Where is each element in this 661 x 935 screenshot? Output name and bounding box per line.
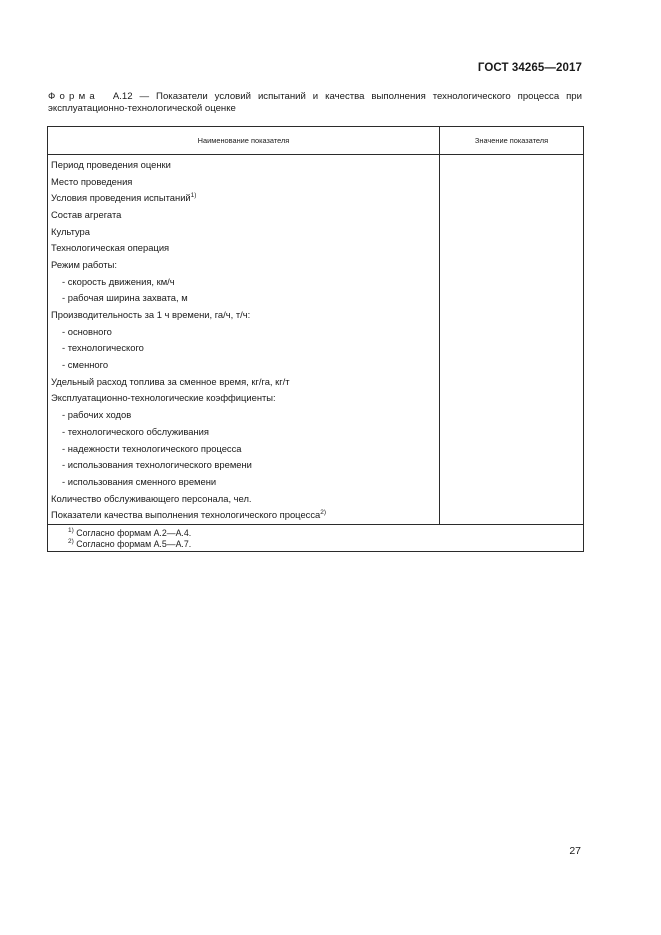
- indicator-value-cell: [440, 239, 584, 256]
- indicator-name: [48, 390, 440, 407]
- indicator-label: - основного: [62, 325, 112, 337]
- table-row: [48, 290, 584, 307]
- indicators-table: [47, 126, 584, 552]
- table-row: [48, 406, 584, 423]
- indicator-label: - использования сменного времени: [62, 475, 217, 487]
- indicator-label: Состав агрегата: [51, 208, 122, 220]
- indicator-label: Количество обслуживающего персонала, чел.: [51, 492, 252, 504]
- indicator-label: Производительность за 1 ч времени, га/ч, т/ч:: [51, 309, 251, 321]
- table-row: [48, 473, 584, 490]
- indicator-name: [48, 456, 440, 473]
- footnote-2-text: Согласно формам А.5—А.7.: [76, 538, 192, 549]
- table-row: [48, 356, 584, 373]
- indicator-value-cell: [440, 206, 584, 223]
- table-row: [48, 456, 584, 473]
- indicator-name: [48, 490, 440, 507]
- indicator-label: Удельный расход топлива за сменное время, кг/га, кг/т: [51, 375, 290, 387]
- table-row: [48, 323, 584, 340]
- indicator-value-cell: [440, 490, 584, 507]
- indicator-value-cell: [440, 256, 584, 273]
- indicator-value-cell: [440, 406, 584, 423]
- footnote-2-mark: 2): [68, 537, 74, 545]
- indicator-name: [48, 239, 440, 256]
- indicator-value-cell: [440, 423, 584, 440]
- indicator-value-cell: [440, 323, 584, 340]
- table-body: [48, 155, 584, 525]
- table-row: [48, 390, 584, 407]
- table-row: [48, 239, 584, 256]
- standard-code: ГОСТ 34265—2017: [477, 62, 582, 74]
- indicator-label: - использования технологического времени: [62, 459, 252, 471]
- indicator-name: [48, 189, 440, 206]
- table-row: [48, 306, 584, 323]
- indicator-label: Эксплуатационно-технологические коэффициенты:: [51, 392, 276, 404]
- table-row: [48, 189, 584, 206]
- table-header-row: [48, 127, 584, 155]
- indicator-label: Технологическая операция: [51, 242, 170, 254]
- indicator-name: [48, 173, 440, 190]
- indicator-value-cell: [440, 173, 584, 190]
- indicator-label: - рабочих ходов: [62, 409, 132, 421]
- footnote-1-text: Согласно формам А.2—А.4.: [76, 528, 192, 539]
- column-header-name: Наименование показателя: [48, 127, 440, 155]
- footnote-1-mark: 1): [68, 527, 74, 535]
- indicator-name: [48, 323, 440, 340]
- table-row: [48, 173, 584, 190]
- table-row: [48, 440, 584, 457]
- indicator-label: Место проведения: [51, 175, 133, 187]
- indicator-name: [48, 273, 440, 290]
- indicator-name: [48, 290, 440, 307]
- indicator-value-cell: [440, 456, 584, 473]
- indicator-value-cell: [440, 440, 584, 457]
- indicator-name: [48, 373, 440, 390]
- indicator-name: [48, 440, 440, 457]
- table-row: [48, 506, 584, 524]
- indicator-label: - скорость движения, км/ч: [62, 275, 175, 287]
- footnote-ref: 2): [320, 509, 327, 517]
- indicator-name: [48, 356, 440, 373]
- indicator-value-cell: [440, 506, 584, 524]
- form-title: — Показатели условий испытаний и качества выполнения технологического процесса при эксплуатационно-технологической оценке: [48, 91, 582, 114]
- indicator-name: [48, 340, 440, 357]
- indicator-value-cell: [440, 223, 584, 240]
- indicator-name: [48, 506, 440, 524]
- form-caption: [48, 91, 582, 115]
- table-row: [48, 423, 584, 440]
- footnote-2: [68, 539, 583, 550]
- indicator-label: Показатели качества выполнения технологического процесса: [51, 509, 321, 521]
- footnote-ref: 1): [190, 192, 197, 200]
- footnote-1: [68, 528, 583, 539]
- indicator-value-cell: [440, 155, 584, 173]
- indicator-name: [48, 473, 440, 490]
- indicator-value-cell: [440, 290, 584, 307]
- table-row: [48, 373, 584, 390]
- column-header-value: Значение показателя: [440, 127, 584, 155]
- indicator-name: [48, 256, 440, 273]
- page-number: 27: [569, 845, 581, 857]
- indicator-name: [48, 406, 440, 423]
- footnotes: [48, 525, 584, 552]
- indicator-label: Условия проведения испытаний: [51, 192, 191, 204]
- table-row: [48, 490, 584, 507]
- table-row: [48, 256, 584, 273]
- footnotes-row: [48, 525, 584, 552]
- table-row: [48, 155, 584, 173]
- indicator-value-cell: [440, 273, 584, 290]
- indicator-label: - рабочая ширина захвата, м: [62, 292, 188, 304]
- table-row: [48, 223, 584, 240]
- indicator-value-cell: [440, 356, 584, 373]
- form-number: А.12: [112, 91, 133, 102]
- indicator-label: - сменного: [62, 359, 109, 371]
- indicator-name: [48, 206, 440, 223]
- indicator-name: [48, 306, 440, 323]
- indicator-label: Культура: [51, 225, 90, 237]
- indicator-value-cell: [440, 189, 584, 206]
- indicator-value-cell: [440, 390, 584, 407]
- table-row: [48, 340, 584, 357]
- indicator-value-cell: [440, 306, 584, 323]
- indicator-label: Период проведения оценки: [51, 158, 171, 170]
- form-word: Форма: [48, 91, 99, 102]
- indicator-name: [48, 155, 440, 173]
- indicator-label: - технологического обслуживания: [62, 425, 209, 437]
- indicator-label: - технологического: [62, 342, 144, 354]
- indicator-value-cell: [440, 340, 584, 357]
- indicator-value-cell: [440, 473, 584, 490]
- indicator-label: Режим работы:: [51, 258, 117, 270]
- table-row: [48, 206, 584, 223]
- indicator-value-cell: [440, 373, 584, 390]
- indicator-label: - надежности технологического процесса: [62, 442, 242, 454]
- indicator-name: [48, 223, 440, 240]
- table-row: [48, 273, 584, 290]
- indicator-name: [48, 423, 440, 440]
